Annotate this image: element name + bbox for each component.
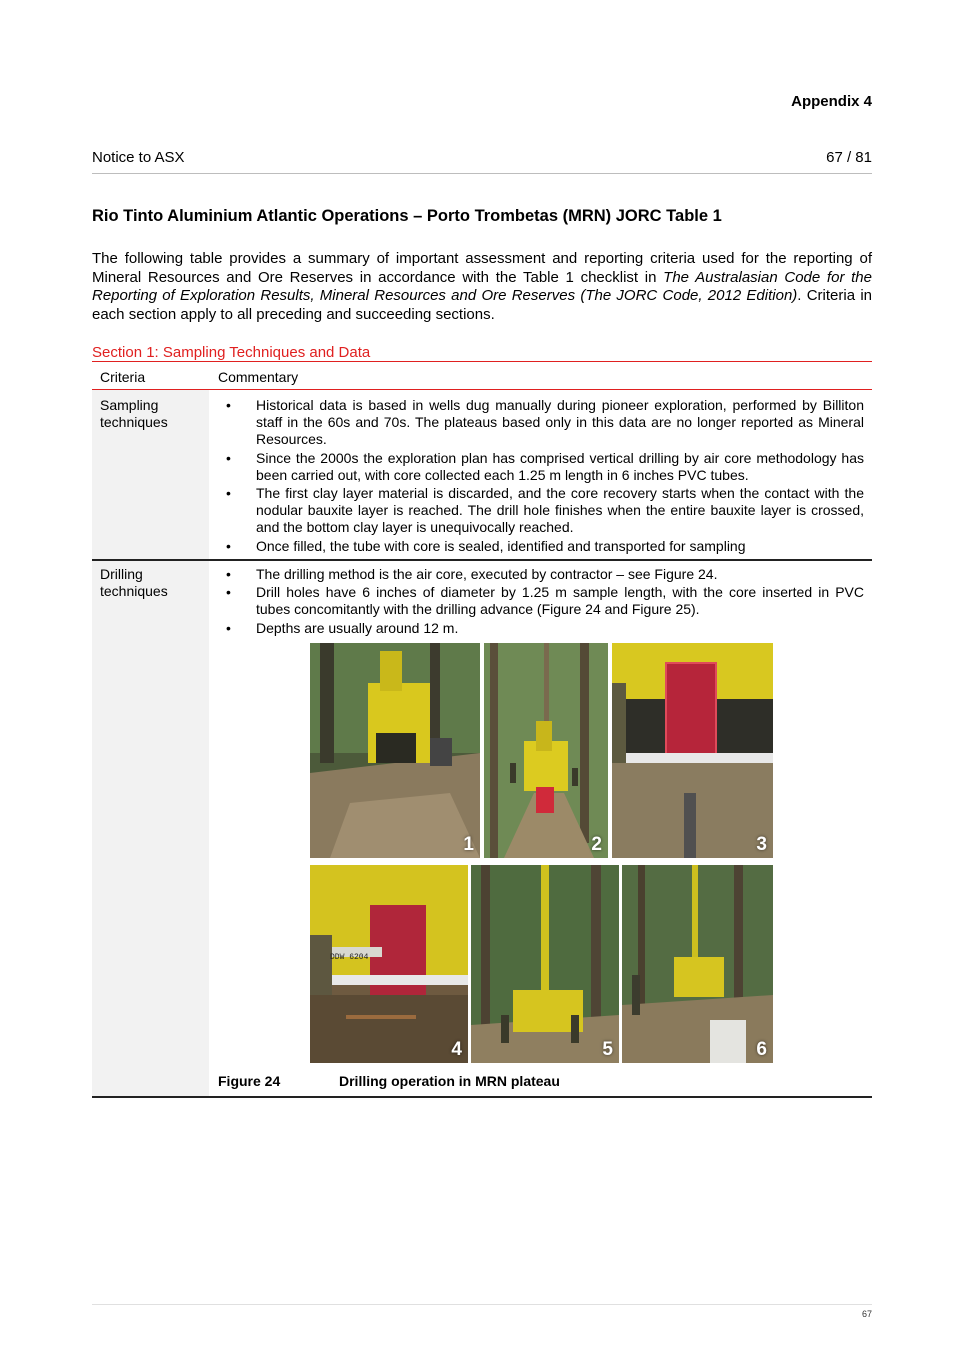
bullet-text: Since the 2000s the exploration plan has comprised vertical drilling by air core methodology has been carried out, with core collected each 1.25 m length in 6 inches PVC tubes. <box>256 449 864 483</box>
photo-5 <box>471 865 619 1063</box>
criteria-column-bg <box>92 390 209 1097</box>
bullet-text: Historical data is based in wells dug manually during pioneer exploration, performed by Billiton staff in the 60s and 70s. The plateaus based only in this data are no longer reported as Mineral Resources. <box>256 397 864 448</box>
list-item: • Once filled, the tube with core is sealed, identified and transported for sampling <box>226 537 746 554</box>
list-item: • The drilling method is the air core, executed by contractor – see Figure 24. <box>226 566 718 582</box>
bullet-text: The first clay layer material is discarded, and the core recovery starts when the contact with the nodular bauxite layer is reached. The drill hole finishes when the entire bauxite layer is crossed, and the bottom clay layer is unequivocally reached. <box>256 485 864 536</box>
list-item: • Depths are usually around 12 m. <box>226 619 459 636</box>
photo-number: 6 <box>756 1039 767 1060</box>
photo-6 <box>622 865 773 1063</box>
list-item: • The first clay layer material is discarded, and the core recovery starts when the contact with the nodular bauxite layer is reached. The drill hole finishes when the entire bauxite layer is crossed, and the bottom clay layer is unequivocally reached. <box>226 485 864 536</box>
bullet-text: Depths are usually around 12 m. <box>256 619 459 636</box>
criteria-label-line: Sampling <box>100 397 159 413</box>
photo-1 <box>310 643 480 858</box>
criteria-label-line: Drilling <box>100 566 143 582</box>
photo-3 <box>612 643 773 858</box>
bullet-text: Drill holes have 6 inches of diameter by 1.25 m sample length, with the core inserted in PVC tubes concomitantly with the drilling advance (Figure 24 and Figure 25). <box>256 584 864 618</box>
bullet-text: Once filled, the tube with core is sealed, identified and transported for sampling <box>256 537 746 554</box>
page-counter: 67 / 81 <box>826 149 872 166</box>
list-item: • Historical data is based in wells dug manually during pioneer exploration, performed by Billiton staff in the 60s and 70s. The plateaus based only in this data are no longer reported as Mineral Resources. <box>226 397 864 448</box>
appendix-label: Appendix 4 <box>791 93 872 110</box>
table-header-criteria: Criteria <box>100 369 146 385</box>
criteria-drilling-techniques <box>100 566 168 600</box>
figure-caption: Drilling operation in MRN plateau <box>339 1073 560 1089</box>
table-header-commentary: Commentary <box>218 369 299 385</box>
photo-number: 4 <box>451 1039 462 1060</box>
photo-number: 3 <box>756 834 767 855</box>
photo-number: 1 <box>463 834 474 855</box>
table-top-rule <box>92 361 872 362</box>
row-divider <box>92 559 872 561</box>
table-header-rule <box>92 389 872 390</box>
intro-text-1: The following table provides a summary of important assessment and reporting criteria used for the reporting of Mineral Resources and Ore Reserves in accordance with the Table 1 checklist in <box>92 250 872 286</box>
bullet-text: The drilling method is the air core, executed by contractor – see Figure 24. <box>256 566 718 582</box>
intro-text-2: . Criteria in each section apply to all preceding and succeeding sections. <box>92 287 872 324</box>
commentary-list-drilling <box>226 566 864 638</box>
header-divider <box>92 173 872 174</box>
list-item: • Drill holes have 6 inches of diameter by 1.25 m sample length, with the core inserted in PVC tubes concomitantly with the drilling advance (Figure 24 and Figure 25). <box>226 584 864 618</box>
list-item: • Since the 2000s the exploration plan has comprised vertical drilling by air core methodology has been carried out, with core collected each 1.25 m length in 6 inches PVC tubes. <box>226 449 864 483</box>
criteria-label-line: techniques <box>100 414 168 430</box>
table-bottom-rule <box>92 1096 872 1098</box>
document-title: Rio Tinto Aluminium Atlantic Operations – Porto Trombetas (MRN) JORC Table 1 <box>92 207 722 225</box>
intro-paragraph <box>92 250 872 325</box>
truck-plate: DDW 6204 <box>330 953 369 962</box>
photo-number: 5 <box>602 1039 613 1060</box>
section-title: Section 1: Sampling Techniques and Data <box>92 344 371 361</box>
photo-4 <box>310 865 468 1063</box>
figure-label: Figure 24 <box>218 1073 281 1089</box>
footer-page-number: 67 <box>861 1309 872 1319</box>
commentary-list-sampling <box>226 397 864 556</box>
notice-label: Notice to ASX <box>92 149 185 166</box>
footer-divider <box>92 1304 872 1305</box>
photo-2 <box>484 643 608 858</box>
criteria-label-line: techniques <box>100 583 168 599</box>
intro-text-italic: The Australasian Code for the Reporting of Exploration Results, Mineral Resources and Ore Reserves (The JORC Code, 2012 Edition) <box>92 268 872 305</box>
photo-number: 2 <box>591 834 602 855</box>
criteria-sampling-techniques <box>100 397 168 431</box>
